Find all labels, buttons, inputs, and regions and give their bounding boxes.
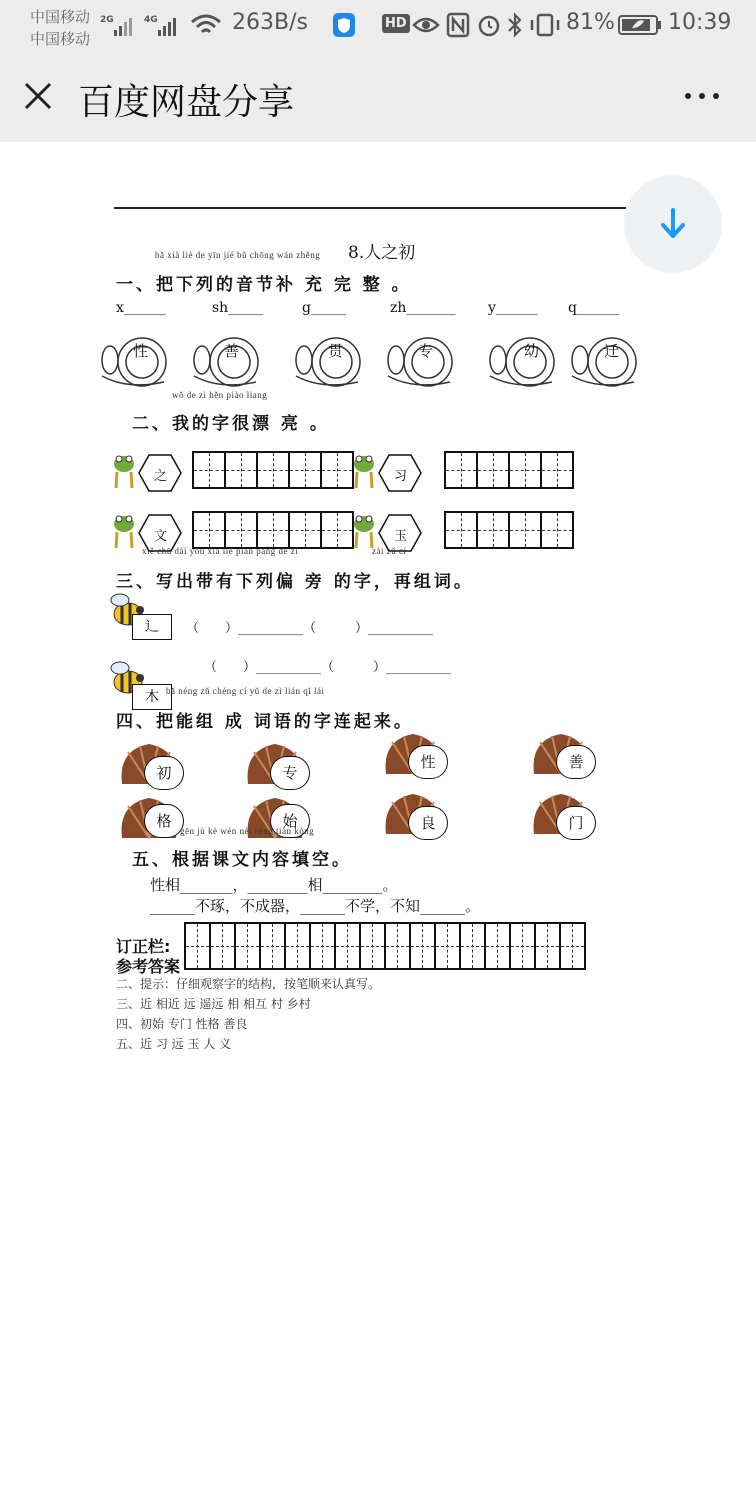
hex-char: 文 [154,529,168,544]
shell-char: 良 [408,806,448,840]
battery-percent: 81% [566,10,615,35]
download-icon [659,207,687,241]
carrier-1: 中国移动 [30,8,91,26]
radical-box: 辶 [132,614,172,640]
carrier-2: 中国移动 [30,30,91,48]
snail-char: 专 [418,342,434,360]
vibrate-icon [528,12,562,38]
hex-char: 习 [394,469,408,484]
frog-icon [352,450,376,492]
hex-char: 玉 [394,529,408,544]
shell-char: 格 [144,804,184,838]
shell-char: 性 [408,745,448,779]
pinyin-line: bǎ néng zǔ chéng cí yǔ de zì lián qǐ lái [166,686,325,696]
page-title: 百度网盘分享 [78,82,295,123]
shell-char: 初 [144,756,184,790]
fill-line-2: ______不琢，不成器，______不学，不知______。 [150,897,481,915]
blank-x: x______ [116,300,166,316]
snail-illustrations [98,332,638,394]
close-icon[interactable] [20,78,56,114]
hd-badge: HD [382,14,410,33]
fill-line-1: 性相_______，________相________。 [150,876,398,894]
section-heading-1: 一、把下列的音节补 充 完 整 。 [116,275,412,295]
signal-icon [100,12,182,38]
answer-label: 参考答案 [116,957,181,976]
shield-icon [332,12,356,38]
svg-text:4G: 4G [144,15,158,25]
shell-char: 始 [270,804,310,838]
writing-grid [194,511,354,549]
nfc-icon [446,12,470,38]
writing-grid [194,451,354,489]
frog-icon [112,510,136,552]
header-rule [114,207,626,209]
section-heading-2: 二、我的字很漂 亮 。 [132,414,330,434]
blank-q: q______ [568,300,619,316]
clock: 10:39 [668,10,732,35]
section-heading-5: 五、根据课文内容填空。 [132,850,352,870]
title-bar [0,52,756,142]
frog-icon [112,450,136,492]
status-bar [0,0,756,52]
shell-char: 门 [556,806,596,840]
more-icon[interactable] [680,78,724,114]
answer-line: 四、初始 专门 性格 善良 [116,1017,248,1031]
pinyin-line: xiě chū dài yǒu xià liè piān páng de zì [142,546,299,556]
snail-char: 贯 [328,342,344,360]
radical-box: 木 [132,684,172,710]
snail-char: 迁 [604,342,620,360]
fix-label: 订正栏: [116,937,171,956]
answer-line: 三、近 相近 远 遥远 相 相互 村 乡村 [116,997,311,1011]
lesson-title: 8.人之初 [348,243,416,263]
hex-char: 之 [154,469,168,484]
alarm-icon [476,12,502,38]
shell-char: 专 [270,756,310,790]
blank-y: y______ [488,300,538,316]
pinyin-line: zài zǔ cí [372,546,407,556]
shell-char: 善 [556,745,596,779]
snail-char: 善 [224,342,240,360]
writing-grid [446,451,574,489]
section-heading-3: 三、写出带有下列偏 旁 的字，再组词。 [116,572,474,592]
battery-icon [618,14,662,36]
pinyin-line: bǎ xià liè de yīn jié bǔ chōng wán zhěng [155,250,321,260]
blank-sh: sh_____ [212,300,264,316]
eye-icon [412,14,440,36]
download-button[interactable] [624,175,722,273]
fix-grid [186,922,586,960]
svg-text:2G: 2G [100,15,114,25]
pinyin-line: gēn jù kè wén nèi róng tián kòng [180,826,315,836]
blank-g: g_____ [302,300,346,316]
answer-line: 五、近 习 远 玉 人 义 [116,1037,232,1051]
pinyin-line: wǒ de zì hěn piào liang [172,390,268,400]
answer-line: 二、提示：仔细观察字的结构，按笔顺来认真写。 [116,977,381,991]
snail-char: 幼 [524,342,540,360]
wifi-icon [190,12,222,38]
bracket-row: （ ）__________（ ）__________ [204,660,452,675]
bracket-row: （ ）__________（ ）__________ [186,621,434,636]
snail-char: 性 [133,342,149,360]
bluetooth-icon [506,12,524,38]
blank-zh: zh_______ [390,300,456,316]
section-heading-4: 四、把能组 成 词语的字连起来。 [116,712,414,732]
network-speed: 263B/s [232,10,308,35]
writing-grid [446,511,574,549]
